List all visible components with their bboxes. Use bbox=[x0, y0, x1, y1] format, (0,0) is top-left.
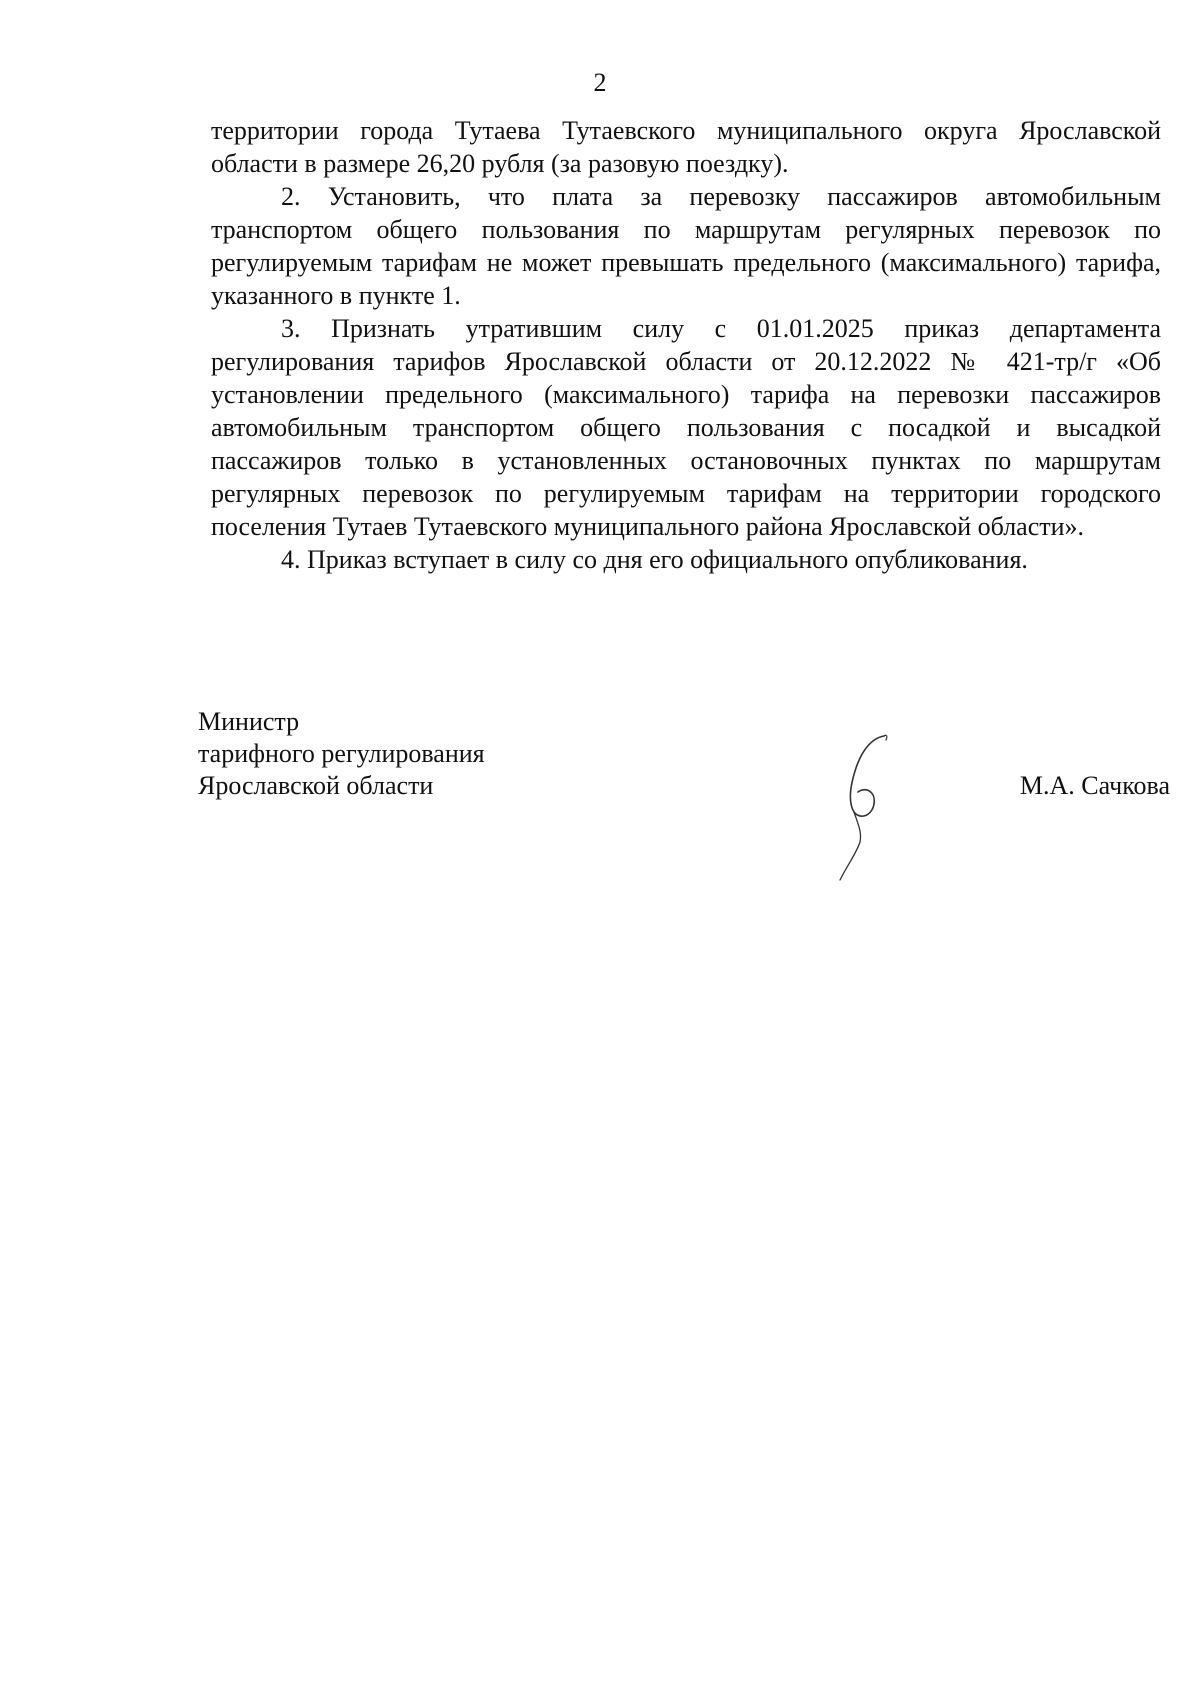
page-number: 2 bbox=[593, 68, 607, 97]
signatory-title-line-2: тарифного регулирования bbox=[198, 739, 485, 768]
signatory-title-line-1: Министр bbox=[198, 707, 300, 736]
paragraph-1-line-2: области в размере 26,20 рубля (за разовую поездку). bbox=[211, 149, 789, 178]
signatory-title-line-3: Ярославской области bbox=[198, 771, 434, 800]
paragraph-1-line-1: территории города Тутаева Тутаевского муниципального округа Ярославской bbox=[211, 116, 1161, 145]
paragraph-3: 3. Признать утратившим силу с 01.01.2025 приказ департамента регулирования тарифов Ярославской области от 20.12.2022 № 421-тр/г «Об установлении предельного (максимального) тарифа на перевозки пассажиров автомобильным транспортом общего пользования с посадкой и высадкой пассажиров только в установленных остановочных пунктах по маршрутам регулярных перевозок по регулируемым тарифам на территории городского поселения Тутаев Тутаевского муниципального района Ярославской области». bbox=[211, 314, 1161, 541]
handwritten-signature bbox=[828, 728, 938, 888]
signatory-title bbox=[198, 706, 485, 802]
paragraph-4: 4. Приказ вступает в силу со дня его официального опубликования. bbox=[281, 545, 1028, 574]
paragraph-2: 2. Установить, что плата за перевозку пассажиров автомобильным транспортом общего пользования по маршрутам регулярных перевозок по регулируемым тарифам не может превышать предельного (максимального) тарифа, указанного в пункте 1. bbox=[211, 182, 1161, 310]
signatory-name: М.А. Сачкова bbox=[1019, 771, 1170, 800]
document-body bbox=[211, 114, 1161, 576]
paragraph-1-continuation bbox=[211, 114, 1161, 180]
